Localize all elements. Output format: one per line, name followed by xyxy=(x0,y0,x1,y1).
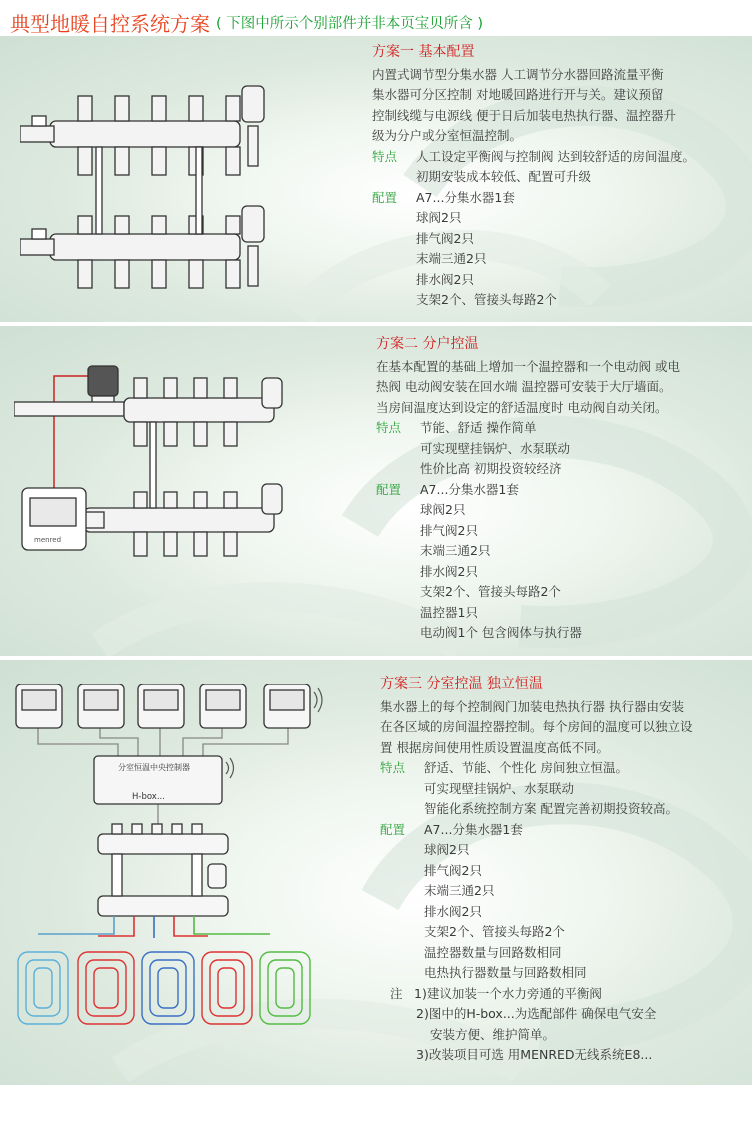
scheme2-desc-line: 热阀 电动阀安装在回水端 温控器可安装于大厅墙面。 xyxy=(376,379,672,394)
hbox-label: H-box... xyxy=(132,792,165,802)
scheme3-config-item: 末端三通2只 xyxy=(424,883,495,898)
scheme1-config-label: 配置 xyxy=(372,189,398,205)
scheme2-panel xyxy=(0,326,752,656)
scheme3-feature: 可实现壁挂锅炉、水泵联动 xyxy=(424,780,575,796)
scheme2-config-item: 排气阀2只 xyxy=(420,522,478,538)
scheme1-panel xyxy=(0,36,752,322)
scheme2-config-item: 球阀2只 xyxy=(420,502,466,517)
scheme3-feature: 舒适、节能、个性化 房间独立恒温。 xyxy=(424,760,628,775)
scheme1-text xyxy=(372,42,695,311)
scheme2-config-item: 支架2个、管接头每路2个 xyxy=(420,584,561,599)
scheme3-notes-label: 注 xyxy=(390,985,403,1001)
scheme3-config-item: 温控器数量与回路数相同 xyxy=(424,944,562,960)
page-subtitle: ( 下图中所示个别部件并非本页宝贝所含 ) xyxy=(216,16,484,32)
scheme1-heading: 方案一 基本配置 xyxy=(372,44,475,60)
scheme1-desc-line: 级为分户或分室恒温控制。 xyxy=(372,128,523,143)
scheme1-desc-line: 内置式调节型分集水器 人工调节分水器回路流量平衡 xyxy=(372,66,664,82)
scheme3-config-item: 支架2个、管接头每路2个 xyxy=(424,924,565,939)
scheme3-config-item: A7...分集水器1套 xyxy=(424,821,523,837)
scheme2-config-item: 电动阀1个 包含阀体与执行器 xyxy=(420,625,582,640)
scheme2-feature: 可实现壁挂锅炉、水泵联动 xyxy=(420,440,571,456)
page-header xyxy=(0,0,752,40)
scheme3-heading: 方案三 分室控温 独立恒温 xyxy=(380,676,543,692)
manifold-diagram-basic xyxy=(20,66,280,306)
scheme3-note: 3)改装项目可选 用MENRED无线系统E8... xyxy=(416,1047,653,1062)
scheme3-config-label: 配置 xyxy=(380,821,406,837)
scheme1-feature: 初期安装成本较低、配置可升级 xyxy=(416,169,592,184)
scheme3-desc-line: 在各区域的房间温控器控制。每个房间的温度可以独立设 xyxy=(380,719,693,734)
scheme1-config-item: 排气阀2只 xyxy=(416,230,474,246)
scheme3-config-item: 电热执行器数量与回路数相同 xyxy=(424,965,587,980)
manifold-diagram-room xyxy=(8,684,338,1064)
controller-label: 分室恒温中央控制器 xyxy=(118,763,190,772)
scheme1-config-item: 末端三通2只 xyxy=(416,251,487,266)
scheme1-config-item: 支架2个、管接头每路2个 xyxy=(416,292,557,307)
scheme2-text xyxy=(376,334,680,644)
scheme2-desc-line: 在基本配置的基础上增加一个温控器和一个电动阀 或电 xyxy=(376,358,680,374)
scheme1-features-label: 特点 xyxy=(372,148,398,164)
scheme3-config-item: 排水阀2只 xyxy=(424,903,482,919)
scheme3-feature: 智能化系统控制方案 配置完善初期投资较高。 xyxy=(424,801,678,816)
scheme2-feature: 节能、舒适 操作简单 xyxy=(420,420,537,435)
scheme2-features-label: 特点 xyxy=(376,420,402,435)
scheme1-desc-line: 集水器可分区控制 对地暖回路进行开与关。建议预留 xyxy=(372,87,664,102)
scheme3-config-item: 排气阀2只 xyxy=(424,862,482,878)
scheme2-desc-line: 当房间温度达到设定的舒适温度时 电动阀自动关闭。 xyxy=(376,399,668,415)
scheme3-features-label: 特点 xyxy=(380,760,406,775)
thermostat-brand: menred xyxy=(34,536,62,544)
scheme3-panel xyxy=(0,660,752,1085)
scheme2-heading: 方案二 分户控温 xyxy=(376,336,479,352)
scheme3-note: 安装方便、维护简单。 xyxy=(430,1026,556,1042)
scheme2-config-item: 末端三通2只 xyxy=(420,543,491,558)
scheme1-config-item: 球阀2只 xyxy=(416,210,462,225)
scheme3-note: 1)建议加装一个水力旁通的平衡阀 xyxy=(414,985,602,1001)
scheme3-config-item: 球阀2只 xyxy=(424,842,470,857)
scheme1-config-item: A7...分集水器1套 xyxy=(416,189,515,205)
page-title: 典型地暖自控系统方案 xyxy=(10,12,210,36)
scheme2-config-label: 配置 xyxy=(376,481,402,497)
scheme3-note: 2)图中的H-box...为选配部件 确保电气安全 xyxy=(416,1006,657,1021)
scheme1-feature: 人工设定平衡阀与控制阀 达到较舒适的房间温度。 xyxy=(416,148,695,164)
scheme3-desc-line: 集水器上的每个控制阀门加装电热执行器 执行器由安装 xyxy=(380,698,684,714)
scheme2-config-item: 温控器1只 xyxy=(420,604,478,620)
scheme2-feature: 性价比高 初期投资较经济 xyxy=(420,461,562,476)
scheme2-config-item: A7...分集水器1套 xyxy=(420,481,519,497)
scheme1-desc-line: 控制线缆与电源线 便于日后加装电热执行器、温控器升 xyxy=(372,107,676,123)
scheme3-text xyxy=(380,674,693,1066)
scheme2-config-item: 排水阀2只 xyxy=(420,563,478,579)
scheme1-config-item: 排水阀2只 xyxy=(416,271,474,287)
manifold-diagram-household xyxy=(14,362,314,572)
scheme3-desc-line: 置 根据房间使用性质设置温度高低不同。 xyxy=(380,739,609,755)
